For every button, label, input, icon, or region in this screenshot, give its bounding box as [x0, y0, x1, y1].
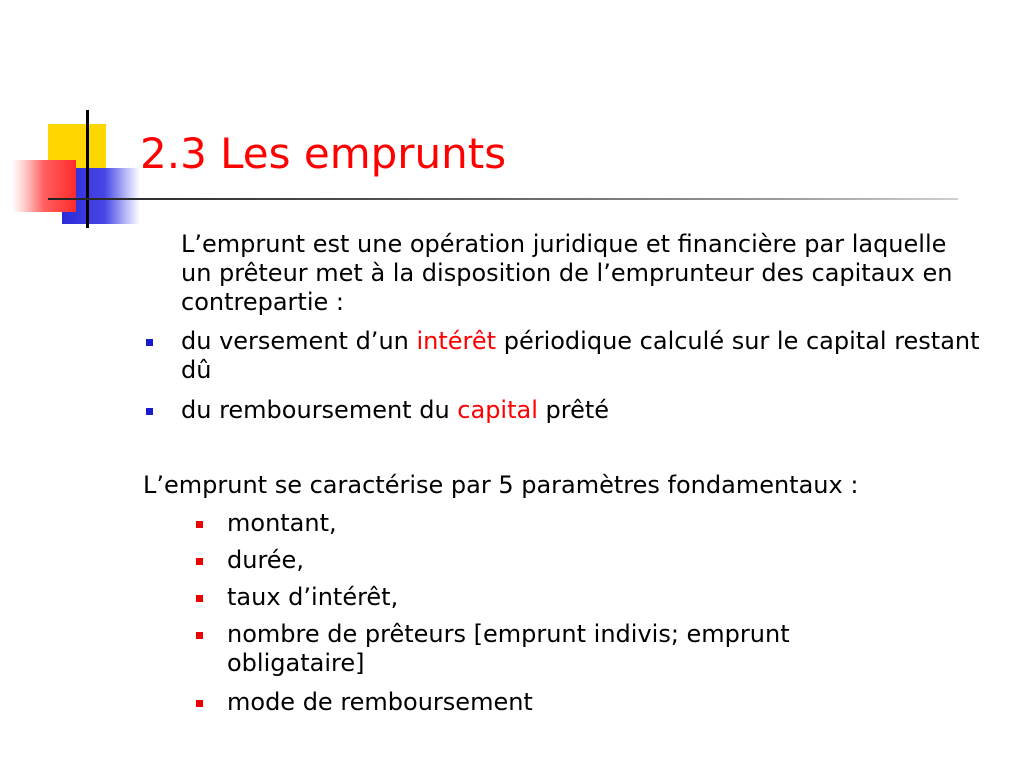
parameter-item: taux d’intérêt, [227, 583, 399, 611]
decorative-red-square [12, 160, 76, 212]
counterpart-text: périodique calculé sur le capital restant dû [181, 327, 980, 384]
title-underline [48, 198, 958, 200]
bullet-square-icon [196, 521, 203, 528]
bullet-square-icon [146, 408, 153, 415]
counterpart-text: du versement d’un [181, 327, 417, 355]
counterpart-text: du remboursement du [181, 396, 458, 424]
decorative-vertical-line [86, 110, 89, 228]
counterpart-text: prêté [537, 396, 610, 424]
bullet-square-icon [196, 700, 203, 707]
parameter-item: durée, [227, 546, 304, 574]
slide-title: 2.3 Les emprunts [140, 129, 507, 178]
bullet-square-icon [146, 339, 153, 346]
parameters-intro-text: L’emprunt se caractérise par 5 paramètres fondamentaux : [143, 471, 859, 499]
bullet-square-icon [196, 632, 203, 639]
bullet-square-icon [196, 595, 203, 602]
counterpart-item-capital [181, 396, 981, 425]
highlight-interet: intérêt [416, 327, 497, 355]
bullet-square-icon [196, 558, 203, 565]
intro-text: L’emprunt est une opération juridique et financière par laquelle un prêteur met à la disposition de l’emprunteur des capitaux en contrepartie : [181, 230, 953, 316]
parameter-item: mode de remboursement [227, 688, 533, 716]
counterpart-item-interest [181, 327, 996, 385]
parameter-item: nombre de prêteurs [emprunt indivis; emprunt obligataire] [227, 620, 790, 677]
highlight-capital: capital [457, 396, 538, 424]
parameter-item: montant, [227, 509, 337, 537]
